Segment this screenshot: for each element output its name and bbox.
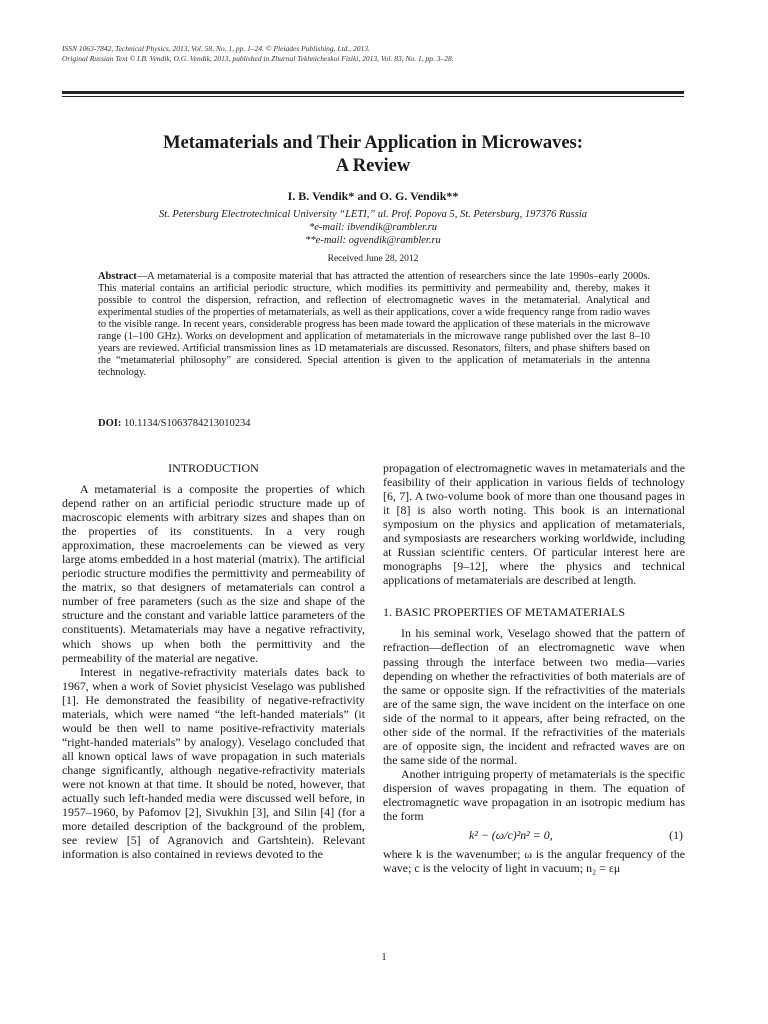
page-number: 1 xyxy=(381,952,387,963)
doi-label: DOI: xyxy=(98,418,122,429)
column-right xyxy=(383,461,685,875)
equation-1-number: (1) xyxy=(669,828,683,843)
affiliation: St. Petersburg Electrotechnical University “LETI,” ul. Prof. Popova 5, St. Petersburg, 197376 Russia xyxy=(158,209,588,220)
original-text-line: Original Russian Text © I.B. Vendik, O.G. Vendik, 2013, published in Zhurnal Tekhnicheskoi Fiziki, 2013, Vol. 83, No. 1, pp. 3–28. xyxy=(62,54,454,63)
doi xyxy=(98,418,250,430)
email-2: **e-mail: ogvendik@rambler.ru xyxy=(305,235,441,246)
column-left xyxy=(62,461,365,861)
abstract-text: —A metamaterial is a composite material that has attracted the attention of researchers since the late 1990s–early 2000s. This material contains an artificial periodic structure, which modifies its permittivity and permeability and, thereby, makes it possible to control the dispersion, refraction, and reflection of electromagnetic waves in the metamaterial. Analytical and experimental studies of the properties of metamaterials, as well as their applications, cover a wide frequency range from radio waves to the visible range. In recent years, considerable progress has been made toward the application of these materials in the microwave range (1–100 GHz). Works on development and application of metamaterials in the microwave range published over the last 8–10 years are reviewed. Artificial transmission lines as 1D metamaterials are discussed. Resonators, filters, and phase shifters based on the “metamaterial philosophy” are considered. Special attention is given to the application of metamaterials in the antenna technology. xyxy=(98,271,650,379)
authors: I. B. Vendik* and O. G. Vendik** xyxy=(287,189,459,203)
email-1: *e-mail: ibvendik@rambler.ru xyxy=(308,222,438,233)
header-rule-thick xyxy=(62,91,684,94)
paper-title xyxy=(62,132,684,178)
section-1-paragraph-2: Another intriguing property of metamaterials is the specific dispersion of waves propagating in them. The equation of electromagnetic wave propagation in an isotropic medium has the form xyxy=(383,766,685,824)
received-date: Received June 28, 2012 xyxy=(327,254,419,264)
abstract xyxy=(98,271,650,379)
introduction-heading: INTRODUCTION xyxy=(168,461,259,475)
doi-value[interactable]: 10.1134/S1063784213010234 xyxy=(123,418,251,429)
equation-1 xyxy=(383,826,685,844)
section-1-paragraph-1: In his seminal work, Veselago showed that the pattern of refraction—deflection of an electromagnetic wave when passing through the interface between two media—varies depending on whether the refractivities of both materials are of the same or opposite sign. If the refractivities of the materials are of the same sign, the wave incident on the interface on one side of the normal to it appears, after being refracted, on the other side of the normal. If the refractivities of the materials are of opposite sign, the incident and refracted waves are on the same side of the normal. xyxy=(383,626,685,767)
intro-paragraph-2: Interest in negative-refractivity materials dates back to 1967, when a work of Soviet physicist Veselago was published [1]. He demonstrated the feasibility of negative-refractivity materials, which were named “the left-handed materials” (it would be then well to name positive-refractivity materials “right-handed materials” by analogy). Veselago concluded that all known optical laws of wave propagation in such materials change significantly, although negative-refractivity materials were not known at that time. It should be noted, however, that actually such left-handed media were discussed well before, in 1957–1960, by Pafomov [2], Sivukhin [3], and Silin [4] (for a more detailed description of the background of the problem, see review [5] of Agranovich and Gartshtein). Relevant information is also contained in reviews devoted to the xyxy=(62,664,365,862)
intro-paragraph-1: A metamaterial is a composite the properties of which depend rather on an artificial periodic structure made up of macroscopic elements with arbitrary sizes and shapes than on the properties of its constituents. In a very rough approximation, these macroelements can be viewed as very large atoms embedded in a host material (matrix). The artificial periodic structure modifies the permittivity and permeability of the matrix, so that designers of metamaterials can control a number of free parameters (such as the size and shape of the structure and the constant and variable lattice parameters of the constituents). Metamaterials may have a negative refractivity, which shows up when both the permittivity and the permeability of the material are negative. xyxy=(62,482,365,665)
equation-1-body: k² − (ω/c)²n² = 0, xyxy=(469,828,553,843)
header-rule-thin xyxy=(62,96,684,97)
paper-title-line-2: A Review xyxy=(335,156,411,176)
abstract-label: Abstract xyxy=(98,271,137,282)
journal-citation-line: ISSN 1063-7842, Technical Physics, 2013, Vol. 58, No. 1, pp. 1–24. © Pleiades Publishing, Ltd., 2013. xyxy=(62,44,370,53)
section-1-after-equation: where k is the wavenumber; ω is the angular frequency of the wave; c is the velocity of light in vacuum; n₂ = εμ xyxy=(383,847,685,876)
intro-continuation: propagation of electromagnetic waves in metamaterials and the feasibility of their application in various fields of technology [6, 7]. A two-volume book of more than one thousand pages in it [8] is also worth noting. This book is an international symposium on the physics and application of metamaterials, and symposiasts are researchers working worldwide, including at Russian scientific centers. Of particular interest here are monographs [9–12], where the physics and technical applications of metamaterials are described at length. xyxy=(383,461,685,588)
section-1-heading: 1. BASIC PROPERTIES OF METAMATERIALS xyxy=(383,605,626,620)
paper-title-line-1: Metamaterials and Their Application in Microwaves: xyxy=(163,133,583,153)
